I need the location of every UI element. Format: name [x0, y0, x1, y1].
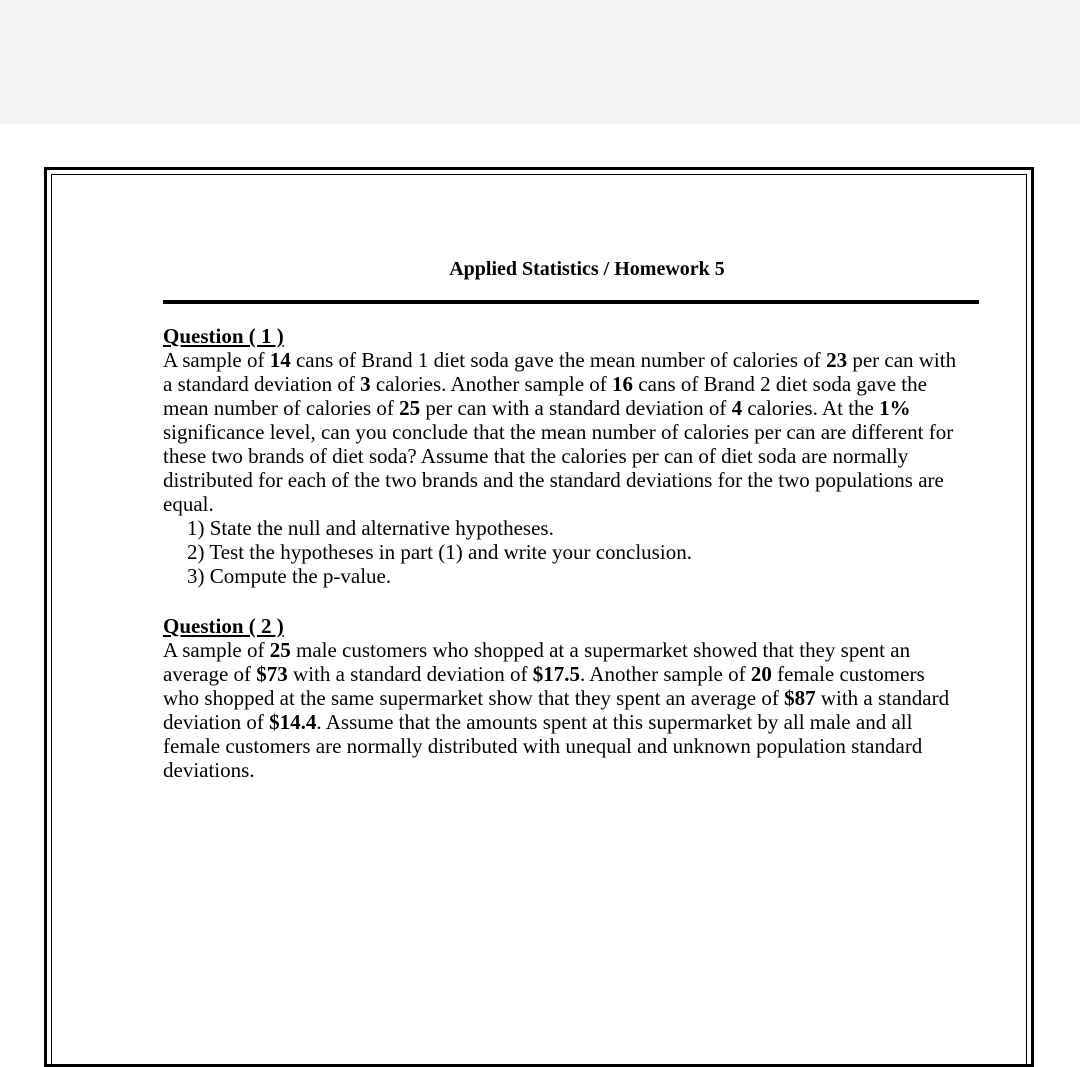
top-toolbar-area: [0, 0, 1080, 124]
list-item: 2) Test the hypotheses in part (1) and write your conclusion.: [187, 540, 692, 564]
list-item: 3) Compute the p-value.: [187, 564, 392, 588]
question-2-heading: Question ( 2 ): [163, 614, 284, 638]
document-title: Applied Statistics / Homework 5: [449, 258, 725, 280]
list-item: 1) State the null and alternative hypotheses.: [187, 516, 554, 540]
question-1-tasks: [163, 516, 981, 588]
question-1-text: A sample of 14 cans of Brand 1 diet soda gave the mean number of calories of 23 per can with a standard deviation of 3 calories. Another sample of 16 cans of Brand 2 diet soda gave the mean number of calories of 25 per can with a standard deviation of 4 calories. At the 1% significance level, can you conclude that the mean number of calories per can are different for these two brands of diet soda? Assume that the calories per can of diet soda are normally distributed for each of the two brands and the standard deviations for the two populations are equal.: [163, 348, 957, 516]
question-1-heading: Question ( 1 ): [163, 324, 284, 348]
title-rule: [163, 300, 979, 304]
question-2-text: A sample of 25 male customers who shopped at a supermarket showed that they spent an average of $73 with a standard deviation of $17.5. Another sample of 20 female customers who shopped at the same supermarket show that they spent an average of $87 with a standard deviation of $14.4. Assume that the amounts spent at this supermarket by all male and all female customers are normally distributed with unequal and unknown population standard deviations.: [163, 638, 950, 782]
document-body: [163, 252, 981, 782]
